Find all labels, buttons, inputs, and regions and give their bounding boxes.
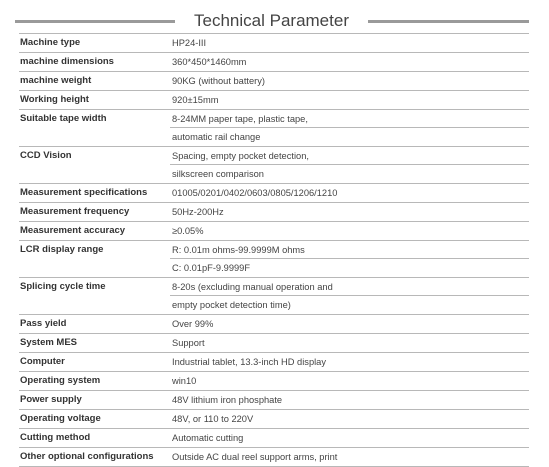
table-row xyxy=(19,278,529,296)
table-row xyxy=(19,334,529,353)
row-label: machine dimensions xyxy=(20,56,114,67)
row-label: LCR display range xyxy=(20,244,104,255)
row-value: Outside AC dual reel support arms, print xyxy=(172,452,338,462)
row-value: Industrial tablet, 13.3-inch HD display xyxy=(172,357,326,367)
table-row xyxy=(19,91,529,110)
row-value: win10 xyxy=(172,376,197,386)
row-label: CCD Vision xyxy=(20,150,72,161)
row-label: Power supply xyxy=(20,394,82,405)
table-row xyxy=(19,53,529,72)
table-row xyxy=(19,110,529,128)
table-row xyxy=(19,353,529,372)
row-value: Support xyxy=(172,338,205,348)
table-row xyxy=(19,448,529,467)
row-value: Over 99% xyxy=(172,319,214,329)
row-label: Splicing cycle time xyxy=(20,281,106,292)
table-row xyxy=(19,259,529,278)
row-value: ≥0.05% xyxy=(172,226,204,236)
title-divider-left xyxy=(15,20,175,23)
row-value: 8-20s (excluding manual operation and xyxy=(172,282,333,292)
table-row xyxy=(19,203,529,222)
table-row xyxy=(19,34,529,53)
row-value: automatic rail change xyxy=(172,132,261,142)
table-row xyxy=(19,184,529,203)
row-value: C: 0.01pF-9.9999F xyxy=(172,263,251,273)
table-row xyxy=(19,165,529,184)
table-row xyxy=(19,241,529,259)
row-label: Machine type xyxy=(20,37,81,48)
table-row xyxy=(19,72,529,91)
table-row xyxy=(19,315,529,334)
row-value: 8-24MM paper tape, plastic tape, xyxy=(172,114,308,124)
row-label: Computer xyxy=(20,356,65,367)
page-title: Technical Parameter xyxy=(194,11,349,30)
row-label: Operating voltage xyxy=(20,413,101,424)
row-label: Suitable tape width xyxy=(20,113,107,124)
row-label: Cutting method xyxy=(20,432,91,443)
row-value: HP24-III xyxy=(172,38,207,48)
table-row xyxy=(19,147,529,165)
row-label: Other optional configurations xyxy=(20,451,154,462)
row-value: Spacing, empty pocket detection, xyxy=(172,151,309,161)
row-label: Measurement specifications xyxy=(20,187,148,198)
row-label: Working height xyxy=(20,94,89,105)
row-value: 360*450*1460mm xyxy=(172,57,247,67)
row-label: machine weight xyxy=(20,75,92,86)
row-label: Pass yield xyxy=(20,318,67,329)
row-label: System MES xyxy=(20,337,78,348)
row-value: silkscreen comparison xyxy=(172,169,264,179)
row-label: Measurement accuracy xyxy=(20,225,126,236)
row-label: Operating system xyxy=(20,375,101,386)
row-value: 01005/0201/0402/0603/0805/1206/1210 xyxy=(172,188,338,198)
row-value: 50Hz-200Hz xyxy=(172,207,224,217)
table-row xyxy=(19,429,529,448)
table-row xyxy=(19,222,529,241)
row-value: empty pocket detection time) xyxy=(172,300,291,310)
row-value: 48V lithium iron phosphate xyxy=(172,395,283,405)
table-row xyxy=(19,296,529,315)
row-value: R: 0.01m ohms-99.9999M ohms xyxy=(172,245,305,255)
row-value: Automatic cutting xyxy=(172,433,244,443)
row-value: 48V, or 110 to 220V xyxy=(172,414,254,424)
table-row xyxy=(19,410,529,429)
row-label: Measurement frequency xyxy=(20,206,130,217)
row-value: 90KG (without battery) xyxy=(172,76,266,86)
table-row xyxy=(19,391,529,410)
table-row xyxy=(19,128,529,147)
title-divider-right xyxy=(368,20,529,23)
row-value: 920±15mm xyxy=(172,95,219,105)
header xyxy=(0,9,549,35)
spec-table xyxy=(19,33,529,467)
table-row xyxy=(19,372,529,391)
